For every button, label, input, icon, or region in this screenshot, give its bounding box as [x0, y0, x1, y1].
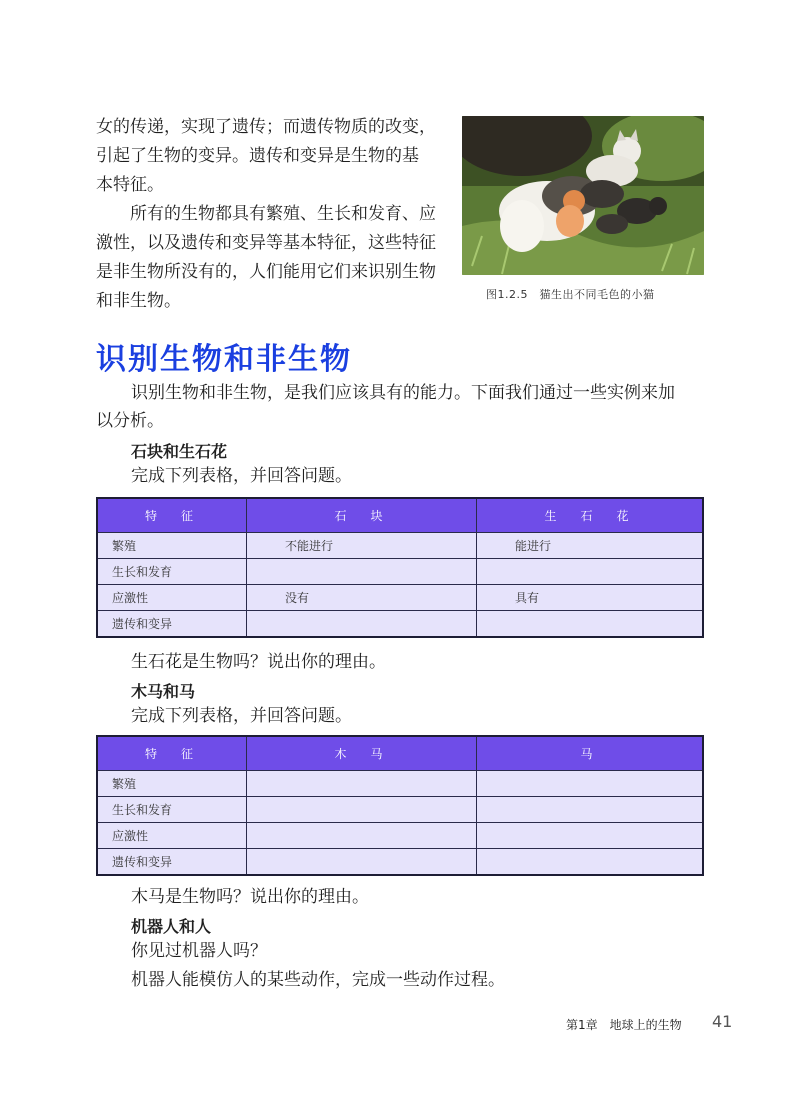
table-cell[interactable]: [477, 849, 704, 876]
part2-heading: 木马和马: [131, 682, 196, 701]
table-cell[interactable]: [477, 611, 704, 638]
table-cell[interactable]: [247, 771, 477, 797]
table-cell[interactable]: [477, 559, 704, 585]
table-cell[interactable]: [247, 797, 477, 823]
section-intro-line: 识别生物和非生物，是我们应该具有的能力。下面我们通过一些实例来加: [131, 383, 675, 403]
table-cell[interactable]: [477, 771, 704, 797]
table-header-row: [97, 736, 703, 771]
table-cell: 应激性: [97, 823, 247, 849]
intro-line: 激性，以及遗传和变异等基本特征，这些特征: [96, 233, 436, 253]
section-intro-line: 以分析。: [96, 411, 164, 431]
table-header-row: [97, 498, 703, 533]
wooden-horse-vs-horse-table: [96, 735, 704, 876]
table-row: [97, 823, 703, 849]
cat-photo-illustration: [462, 116, 704, 275]
part1-heading: 石块和生石花: [131, 442, 228, 461]
table-row: [97, 533, 703, 559]
part3-line: 你见过机器人吗？: [131, 941, 267, 961]
table-row: [97, 797, 703, 823]
table-cell[interactable]: [247, 823, 477, 849]
table-header: 木 马: [247, 736, 477, 771]
table-cell[interactable]: [247, 559, 477, 585]
intro-line: 本特征。: [96, 175, 164, 195]
table-cell: 繁殖: [97, 771, 247, 797]
chapter-footer: 第1章 地球上的生物: [566, 1018, 682, 1032]
intro-line: 女的传递，实现了遗传；而遗传物质的改变，: [96, 117, 436, 137]
table-cell: 遗传和变异: [97, 849, 247, 876]
table-cell[interactable]: [477, 823, 704, 849]
page-number: 41: [712, 1012, 733, 1031]
intro-line: 引起了生物的变异。遗传和变异是生物的基: [96, 146, 419, 166]
intro-line: 是非生物所没有的，人们能用它们来识别生物: [96, 262, 436, 282]
intro-line: 和非生物。: [96, 291, 181, 311]
table-cell: 繁殖: [97, 533, 247, 559]
intro-paragraph: [96, 113, 452, 316]
table-cell[interactable]: 没有: [247, 585, 477, 611]
table-row: [97, 849, 703, 876]
table-row: [97, 585, 703, 611]
table-cell[interactable]: 能进行: [477, 533, 704, 559]
table-cell: 遗传和变异: [97, 611, 247, 638]
table-cell[interactable]: [477, 797, 704, 823]
section-title: 识别生物和非生物: [96, 342, 352, 377]
table-cell[interactable]: [247, 849, 477, 876]
table-header: 特 征: [97, 736, 247, 771]
table-cell: 生长和发育: [97, 559, 247, 585]
part2-instruction: 完成下列表格，并回答问题。: [131, 706, 352, 726]
table-cell[interactable]: [247, 611, 477, 638]
table-row: [97, 559, 703, 585]
cat-photo: [462, 116, 704, 275]
part2-question: 木马是生物吗？说出你的理由。: [131, 887, 369, 907]
intro-line: 所有的生物都具有繁殖、生长和发育、应: [130, 204, 436, 224]
table-row: [97, 771, 703, 797]
part1-instruction: 完成下列表格，并回答问题。: [131, 466, 352, 486]
table-cell[interactable]: 不能进行: [247, 533, 477, 559]
table-header: 特 征: [97, 498, 247, 533]
table-header: 石 块: [247, 498, 477, 533]
table-cell: 生长和发育: [97, 797, 247, 823]
table-cell: 应激性: [97, 585, 247, 611]
table-header: 马: [477, 736, 704, 771]
table-header: 生 石 花: [477, 498, 704, 533]
part3-heading: 机器人和人: [131, 917, 212, 936]
part3-line: 机器人能模仿人的某些动作，完成一些动作过程。: [131, 970, 505, 990]
table-cell[interactable]: 具有: [477, 585, 704, 611]
table-row: [97, 611, 703, 638]
part1-question: 生石花是生物吗？说出你的理由。: [131, 652, 386, 672]
stone-vs-lithops-table: [96, 497, 704, 638]
figure-caption: 图1.2.5 猫生出不同毛色的小猫: [486, 288, 655, 301]
